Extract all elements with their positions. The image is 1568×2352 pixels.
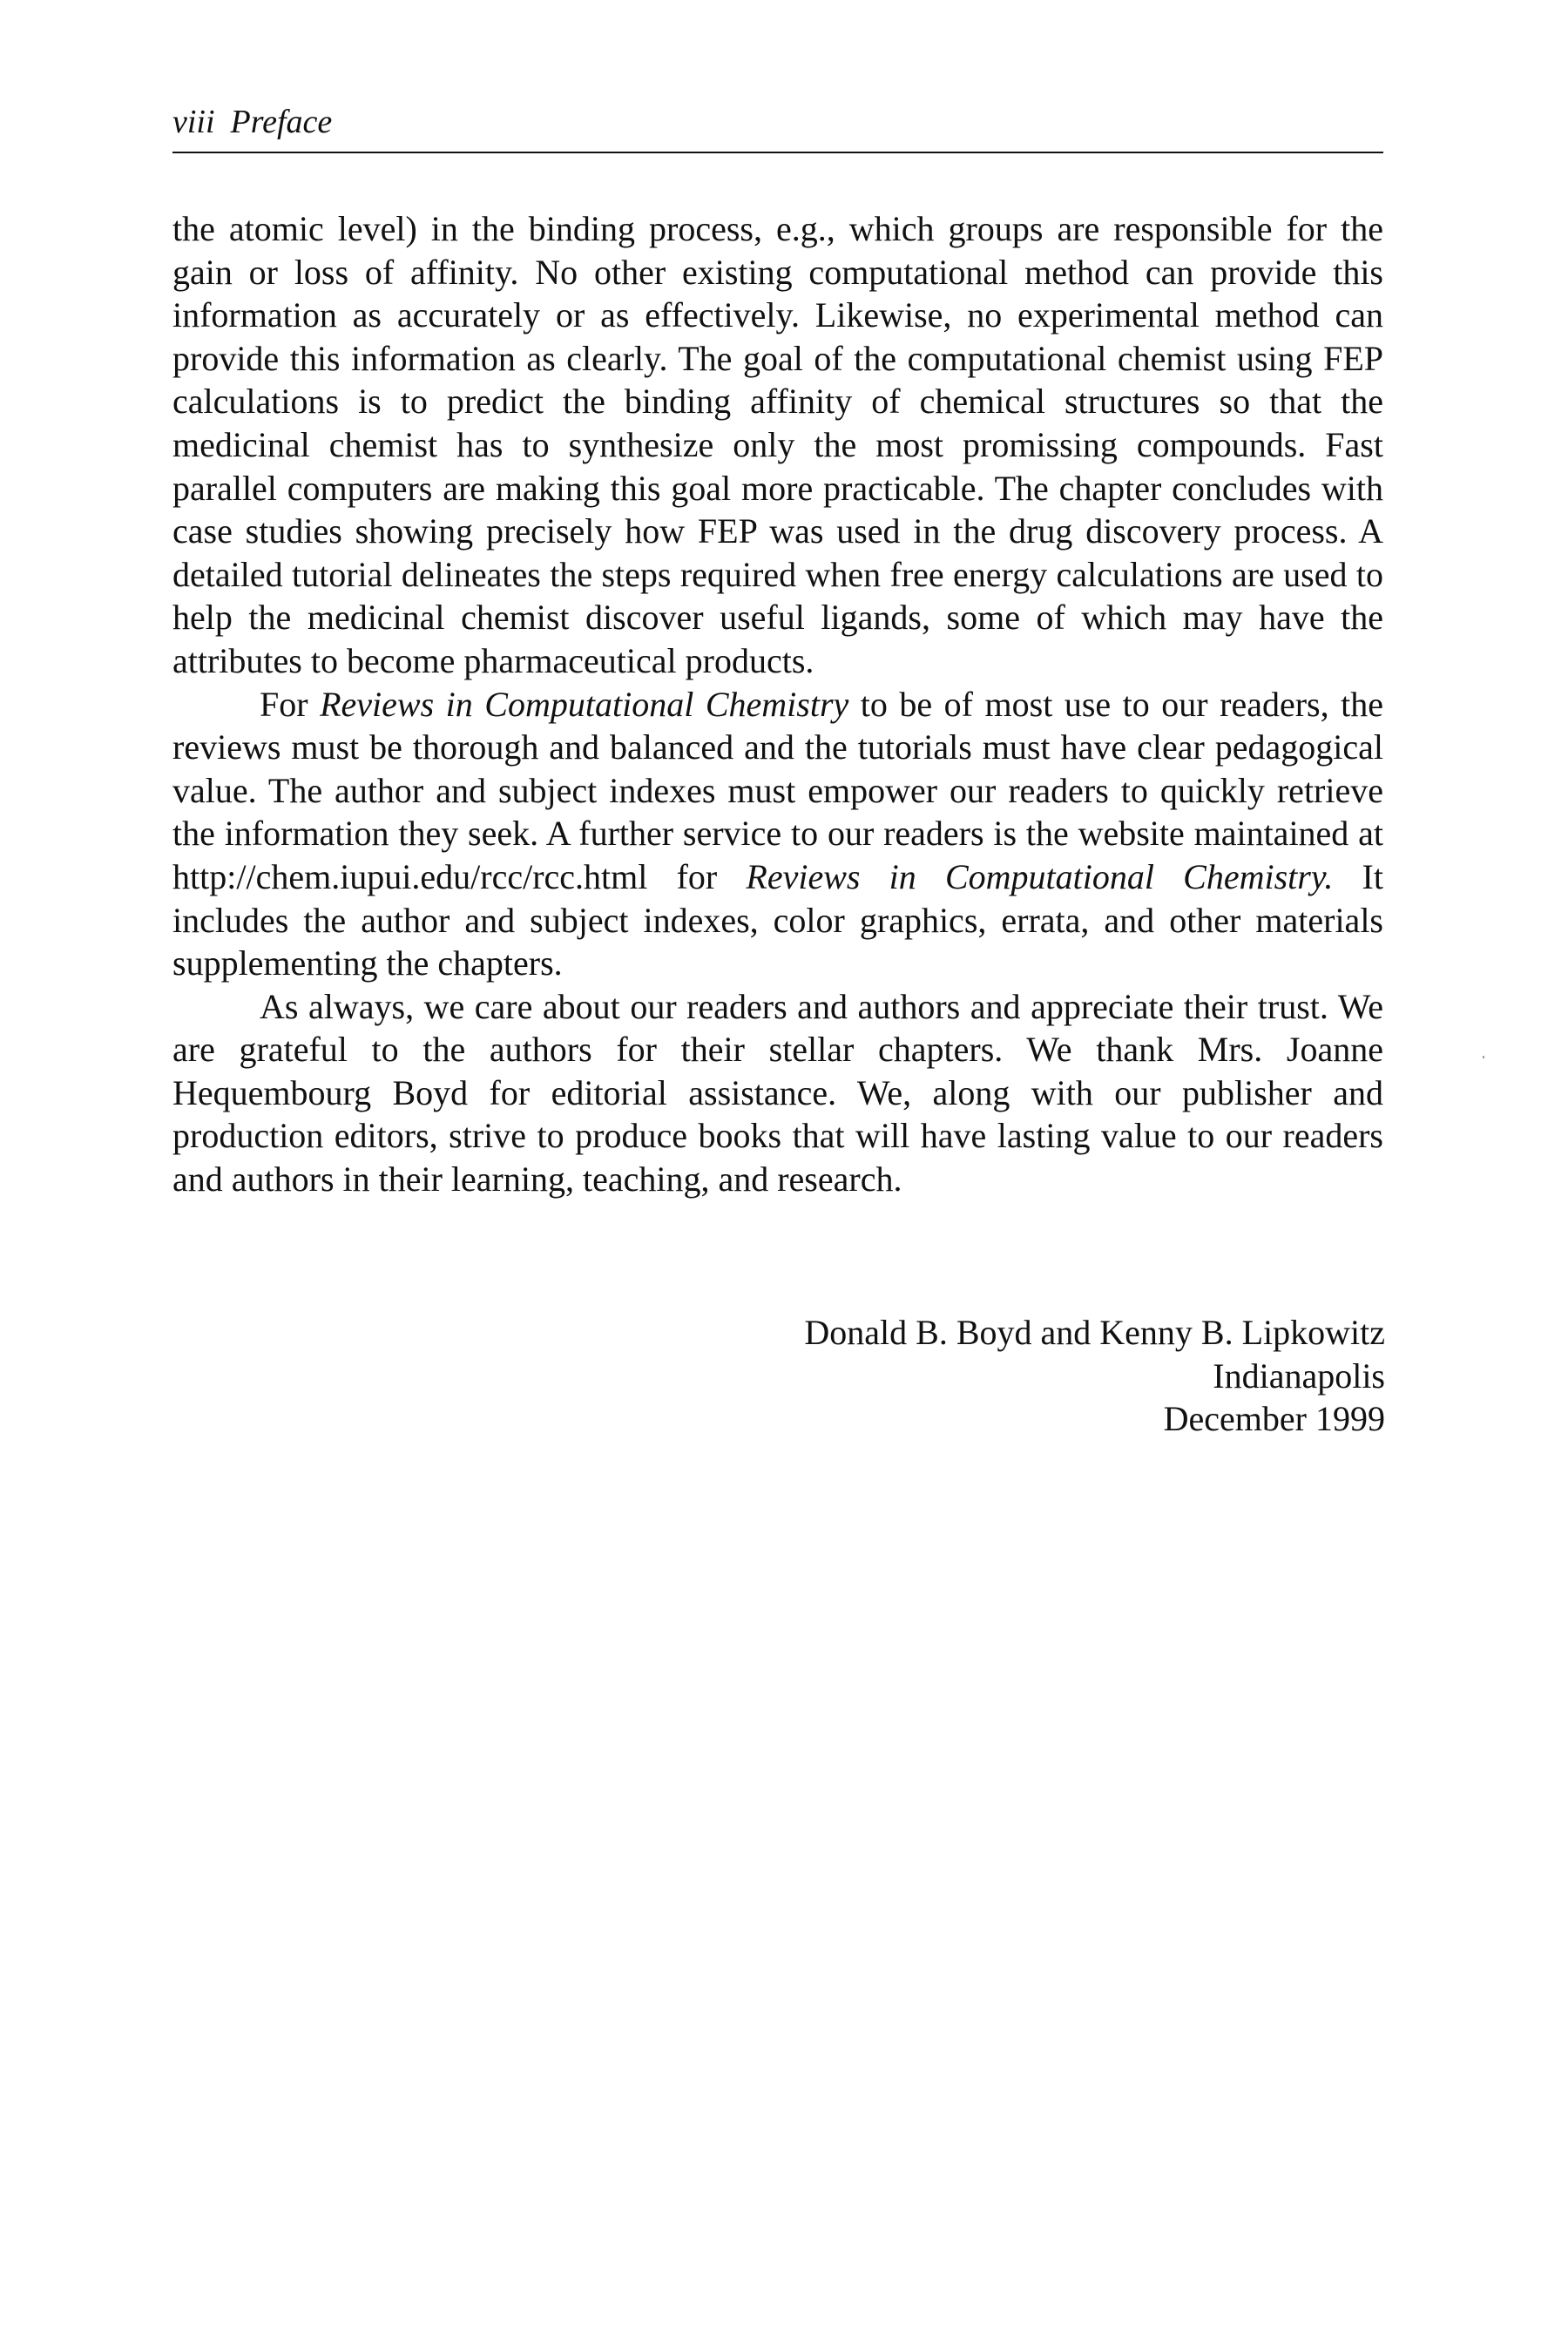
- paragraph-1: the atomic level) in the binding process, e.g., which groups are responsible for the gain or loss of affinity. No other existing computational method can provide this information as accurately or as effectively. Likewise, no experimental method can provide this information as clearly. The goal of the computational chemist using FEP calculations is to predict the binding affinity of chemical structures so that the medicinal chemist has to synthesize only the most promissing compounds. Fast parallel computers are making this goal more practicable. The chapter concludes with case studies showing precisely how FEP was used in the drug discovery process. A detailed tutorial delineates the steps required when free energy calculations are used to help the medicinal chemist discover useful ligands, some of which may have the attributes to become pharmaceutical products.: [172, 209, 1383, 680]
- page-number: viii: [172, 104, 215, 140]
- signature-place: Indianapolis: [1213, 1355, 1385, 1396]
- running-head: [172, 103, 1383, 153]
- scan-speck: [1483, 1056, 1484, 1058]
- paragraph-2-middle: to be of most use to our readers, the reviews must be thorough and balanced and the tutorials must have clear pedagogical value. The author and subject indexes must empower our readers to quickly retrieve the information they seek. A further service to our readers is the website maintained at http://chem.iupui.edu/rcc/rcc.html for: [172, 684, 1383, 896]
- section-title: Preface: [230, 104, 333, 140]
- book-title-reference-2: Reviews in Computational Chemistry.: [746, 856, 1334, 896]
- body-text: [172, 207, 1383, 1201]
- signature-authors: Donald B. Boyd and Kenny B. Lipkowitz: [804, 1313, 1385, 1352]
- paragraph-2-lead: For: [260, 684, 321, 724]
- book-title-reference: Reviews in Computational Chemistry: [320, 684, 849, 724]
- paragraph-2-tail: It includes the author and subject indexes, color graphics, errata, and other materials supplementing the chapters.: [172, 856, 1383, 983]
- signature-block: [172, 1311, 1385, 1441]
- signature-date: December 1999: [1163, 1399, 1385, 1439]
- paragraph-3: As always, we care about our readers and authors and appreciate their trust. We are grateful to the authors for their stellar chapters. We thank Mrs. Joanne Hequembourg Boyd for editorial assistance. We, along with our publisher and production editors, strive to produce books that will have lasting value to our readers and authors in their learning, teaching, and research.: [172, 986, 1383, 1200]
- paragraph-2: [172, 683, 1383, 985]
